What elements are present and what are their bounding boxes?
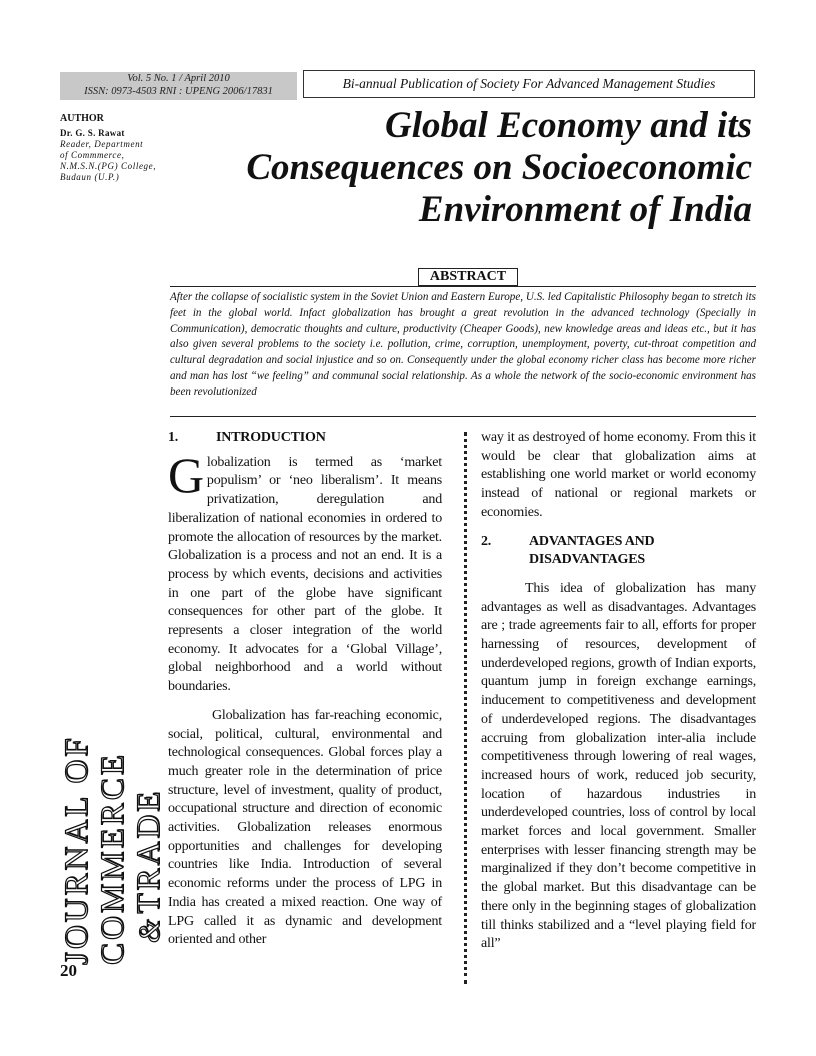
author-name: Dr. G. S. Rawat [60,128,125,138]
intro-paragraph-2: Globalization has far-reaching economic, social, political, cultural, environmental and technological consequences. Global forces play a much greater role in the determination of price structure, level of investment, quality of product, occupational structure and direction of economic activities. Globalization releases enormous opportunities and challenges for developing countries like India. Introduction of several economic reforms under the process of LPG in India has created a mixed reaction. One way of LPG called it as dynamic and development oriented and other [168,707,442,948]
section-title [529,533,654,570]
author-heading: AUTHOR [60,113,104,124]
volume-info: Vol. 5 No. 1 / April 2010 [127,73,230,84]
journal-ampersand: & [133,919,166,943]
abstract-label: ABSTRACT [418,268,518,286]
left-column [168,429,442,950]
abstract-top-rule [170,286,756,287]
advantages-paragraph: This idea of globalization has many advantages as well as disadvantages. Advantages are ; trade agreements fair to all, efforts for proper harnessing of resources, development of underdeveloped regions, growth of Indian exports, quantum jump in foreign exchange earnings, inducement to competitiveness and development of underdeveloped regions. The disadvantages accruing from globalization inter-alia include competitiveness through lowering of real wages, increased hours of work, reduced job security, location of hazardous industries in underdeveloped countries, loss of control by local market forces and local government. Smaller enterprises with lesser financing strength may be marginalized if they don’t become competitive in the global market. But this disadvantage can be there only in the beginning stages of globalization till thinks stabilized and a “level playing field for all” [481,580,756,952]
intro-paragraph-2-continued: way it as destroyed of home economy. From this it would be clear that globalization aims at establishing one world market or world economy instead of national or regional markets or economies. [481,430,756,520]
section-number: 2. [481,533,492,549]
title-line: Consequences on Socioeconomic [246,147,752,188]
title-line: Global Economy and its [385,105,752,146]
issn-info: ISSN: 0973-4503 RNI : UPENG 2006/17831 [84,86,273,97]
page-number: 20 [60,961,77,980]
author-affiliation-line: of Commmerce, [60,150,125,160]
author-block [60,113,200,183]
section-title-line: ADVANTAGES AND [529,533,655,549]
volume-issn-box [60,72,297,100]
journal-title-trade: TRADE [131,788,167,914]
section-1-heading [168,429,442,448]
section-title-line: DISADVANTAGES [529,552,645,568]
column-divider [464,432,467,984]
author-affiliation-line: Budaun (U.P.) [60,172,120,182]
abstract-bottom-rule [170,416,756,417]
right-column [481,429,756,954]
section-title: INTRODUCTION [216,430,326,445]
publication-banner: Bi-annual Publication of Society For Advanced Management Studies [303,70,755,98]
abstract-text: After the collapse of socialistic system in the Soviet Union and Eastern Europe, U.S. led Capitalistic Philosophy began to stretch its feet in the global world. Infact globalization has brought a great revolution in the advanced technology (Specially in Communication), democratic thoughts and culture, productivity (Cheaper Goods), new knowledge areas and ideas etc., but it has also given several problems to the society i.e. pollution, crime, corruption, unemployment, poverty, cut-throat competition and cultural degradation and social injustice and so on. Consequently under the global economy richer class has become more richer and man has lost “we feeling” and communal social relationship. As a whole the network of the socio-economic environment has been revolutionized [170,291,756,398]
section-2-heading [481,533,756,570]
drop-cap: G [168,446,204,503]
author-affiliation-line: Reader, Department [60,139,144,149]
intro-paragraph-1-text: lobalization is termed as ‘market populism’ or ‘neo liberalism’. It means privatization, deregulation and liberalization of national economies in ordered to promote the allocation of resources by the market. Globalization is a process and not an end. It is a process by which events, decisions and activities in one part of the globe have significant consequences for other part of the globe. It represents a closer integration of the world economy. It advocates for a ‘Global Village’, global neighborhood and a world without boundaries. [168,454,442,695]
title-line: Environment of India [418,189,752,230]
intro-paragraph-1 [168,446,442,697]
section-number: 1. [168,430,179,445]
journal-title-line-1: JOURNAL OF [59,735,95,965]
journal-vertical-title [59,565,167,965]
journal-title-line-3 [131,565,168,965]
journal-title-line-2: COMMERCE [95,752,131,965]
author-affiliation-line: N.M.S.N.(PG) College, [60,161,157,171]
article-title [192,105,752,231]
